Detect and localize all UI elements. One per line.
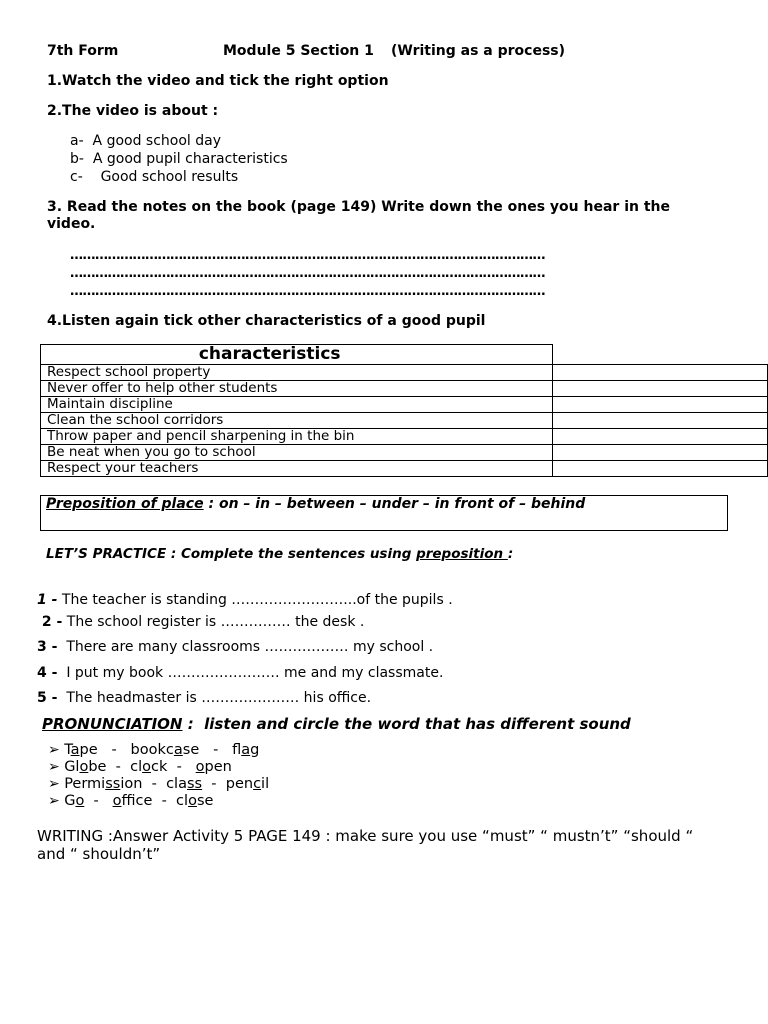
word-part: pe - bookc xyxy=(79,742,174,758)
sound-letter: o xyxy=(142,759,151,775)
question-1: 1.Watch the video and tick the right option xyxy=(47,73,389,89)
answer-line-3[interactable]: …………………………………………………………………………………………………… xyxy=(70,284,545,299)
sentence-2[interactable]: 2 - The school register is …………… the desk . xyxy=(37,614,365,630)
word-part: ion - cla xyxy=(120,776,187,792)
writing-line-2: and “ shouldn’t” xyxy=(37,845,161,863)
word-part: Gl xyxy=(64,759,80,775)
word-part: se - fl xyxy=(182,742,242,758)
word-part: il xyxy=(261,776,270,792)
characteristics-table xyxy=(40,344,768,477)
table-header: characteristics xyxy=(41,345,553,365)
row-label: Be neat when you go to school xyxy=(41,445,553,461)
tick-cell[interactable] xyxy=(553,429,768,445)
pronunciation-heading: PRONUNCIATION : listen and circle the word that has different sound xyxy=(42,715,631,733)
sound-letter: o xyxy=(79,759,89,775)
sound-letter: a xyxy=(241,742,251,758)
practice-instruction: LET’S PRACTICE : Complete the sentences using preposition : xyxy=(46,546,514,562)
word-part: pen xyxy=(204,759,232,775)
tick-cell[interactable] xyxy=(553,365,768,381)
pronunciation-item[interactable] xyxy=(48,759,232,775)
tick-cell[interactable] xyxy=(553,445,768,461)
word-part: ck - xyxy=(151,759,196,775)
sound-letter: o xyxy=(112,793,122,809)
word-part: - xyxy=(84,793,113,809)
question-3-line-1: 3. Read the notes on the book (page 149) Write down the ones you hear in the xyxy=(47,199,670,215)
question-2: 2.The video is about : xyxy=(47,103,219,119)
sentence-3[interactable]: 3 - There are many classrooms ……………… my school . xyxy=(37,639,434,655)
word-part: be - cl xyxy=(88,759,143,775)
table-row xyxy=(41,397,768,413)
answer-line-1[interactable]: …………………………………………………………………………………………………… xyxy=(70,248,545,263)
preposition-label: Preposition of place xyxy=(46,496,204,512)
row-label: Respect school property xyxy=(41,365,553,381)
tick-cell[interactable] xyxy=(553,381,768,397)
option-c: c- Good school results xyxy=(70,169,239,185)
row-label: Never offer to help other students xyxy=(41,381,553,397)
table-row xyxy=(41,461,768,477)
question-4: 4.Listen again tick other characteristics of a good pupil xyxy=(47,313,486,329)
arrow-bullet-icon: ➢ xyxy=(48,793,65,809)
form-label: 7th Form xyxy=(47,43,119,59)
row-label: Maintain discipline xyxy=(41,397,553,413)
table-row xyxy=(41,413,768,429)
answer-line-2[interactable]: …………………………………………………………………………………………………… xyxy=(70,266,545,281)
word-part: - pen xyxy=(202,776,254,792)
table-row xyxy=(41,445,768,461)
row-label: Respect your teachers xyxy=(41,461,553,477)
tick-cell[interactable] xyxy=(553,461,768,477)
pronunciation-item[interactable] xyxy=(48,742,259,758)
question-3-line-2: video. xyxy=(47,216,96,232)
sound-letter: a xyxy=(173,742,183,758)
sentence-5[interactable]: 5 - The headmaster is ………………… his office. xyxy=(37,690,372,706)
table-row xyxy=(41,381,768,397)
pronunciation-item[interactable] xyxy=(48,776,269,792)
word-part: Permi xyxy=(64,776,106,792)
table-header-blank xyxy=(553,345,768,365)
module-label: Module 5 Section 1 xyxy=(223,43,374,59)
word-part: g xyxy=(250,742,260,758)
sound-letter: a xyxy=(70,742,80,758)
row-label: Throw paper and pencil sharpening in the bin xyxy=(41,429,553,445)
writing-line-1: WRITING :Answer Activity 5 PAGE 149 : make sure you use “must” “ mustn’t” “should “ xyxy=(37,827,694,845)
tick-cell[interactable] xyxy=(553,413,768,429)
tick-cell[interactable] xyxy=(553,397,768,413)
row-label: Clean the school corridors xyxy=(41,413,553,429)
word-part: T xyxy=(64,742,71,758)
sound-letter: c xyxy=(253,776,262,792)
option-a: a- A good school day xyxy=(70,133,222,149)
sound-letter: o xyxy=(75,793,85,809)
word-part: ffice - cl xyxy=(121,793,189,809)
arrow-bullet-icon: ➢ xyxy=(48,759,65,775)
word-part: G xyxy=(64,793,76,809)
preposition-list: : on – in – between – under – in front of – behind xyxy=(203,496,586,512)
preposition-line xyxy=(46,496,585,512)
sound-letter: ss xyxy=(186,776,203,792)
table-row xyxy=(41,365,768,381)
table-row xyxy=(41,429,768,445)
arrow-bullet-icon: ➢ xyxy=(48,776,65,792)
sound-letter: o xyxy=(195,759,205,775)
pronunciation-item[interactable] xyxy=(48,793,213,809)
topic-label: (Writing as a process) xyxy=(391,43,566,59)
sound-letter: ss xyxy=(105,776,121,792)
sound-letter: o xyxy=(188,793,197,809)
arrow-bullet-icon: ➢ xyxy=(48,742,65,758)
sentence-1[interactable]: 1 - The teacher is standing ……………………...of the pupils . xyxy=(37,592,453,608)
word-part: se xyxy=(196,793,214,809)
sentence-4[interactable]: 4 - I put my book …………………… me and my classmate. xyxy=(37,665,444,681)
option-b: b- A good pupil characteristics xyxy=(70,151,288,167)
